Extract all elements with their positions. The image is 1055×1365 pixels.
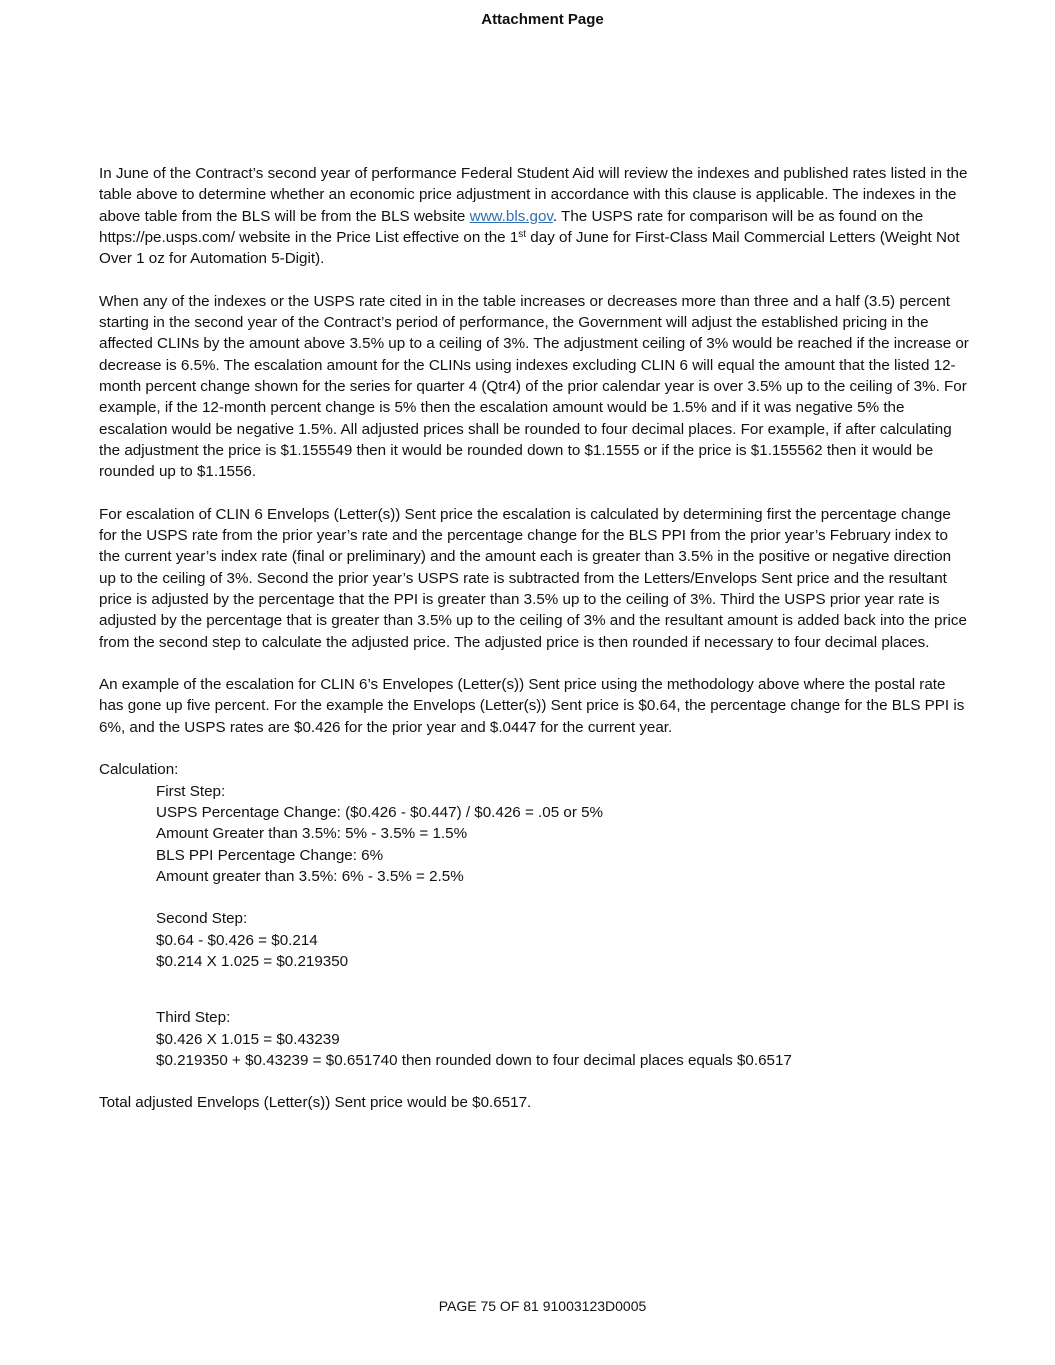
second-step-title: Second Step: xyxy=(156,910,248,928)
first-step-line: USPS Percentage Change: ($0.426 - $0.447) / $0.426 = .05 or 5% xyxy=(156,803,604,821)
second-step-line: $0.64 - $0.426 = $0.214 xyxy=(156,931,318,949)
spacer xyxy=(99,887,969,908)
calculation-label: Calculation: xyxy=(99,761,179,779)
third-step xyxy=(99,1007,969,1071)
page-header-title: Attachment Page xyxy=(481,11,604,28)
calculation-block xyxy=(99,759,969,1071)
document-body xyxy=(99,163,969,1135)
bls-website-link[interactable]: www.bls.gov xyxy=(469,207,553,225)
paragraph-review-indexes xyxy=(99,163,969,269)
first-step-line: Amount greater than 3.5%: 6% - 3.5% = 2.5% xyxy=(156,867,464,885)
second-step xyxy=(99,908,969,972)
first-step-line: Amount Greater than 3.5%: 5% - 3.5% = 1.5% xyxy=(156,825,468,843)
paragraph-example: An example of the escalation for CLIN 6’s Envelopes (Letter(s)) Sent price using the methodology above where the postal rate has gone up five percent. For the example the Envelops (Letter(s)) Sent price is $0.64, the percentage change for the BLS PPI is 6%, and the USPS rates are $0.426 for the prior year and $.0447 for the current year. xyxy=(99,676,965,736)
second-step-line: $0.214 X 1.025 = $0.219350 xyxy=(156,952,349,970)
page-footer: PAGE 75 OF 81 91003123D0005 xyxy=(438,1298,647,1314)
paragraph-1-text-a: In June of the Contract’s second year of performance Federal Student Aid will review the indexes and published rates listed in the table above to determine whether an economic price adjustment in accordance with this clause is applicable. The indexes in the above table from the BLS will be from the BLS website xyxy=(99,165,968,225)
third-step-line: $0.219350 + $0.43239 = $0.651740 then rounded down to four decimal places equals $0.6517 xyxy=(156,1051,792,1069)
third-step-title: Third Step: xyxy=(156,1009,231,1027)
first-step-line: BLS PPI Percentage Change: 6% xyxy=(156,846,384,864)
paragraph-clin6-escalation: For escalation of CLIN 6 Envelops (Letter(s)) Sent price the escalation is calculated by determining first the percentage change for the USPS rate from the prior year’s rate and the percentage change for the BLS PPI from the prior year’s February index to the current year’s index rate (final or preliminary) and the amount each is greater than 3.5% in the positive or negative direction up to the ceiling of 3%. Second the prior year’s USPS rate is subtracted from the Letters/Envelops Sent price and the resultant price is adjusted by the percentage that the PPI is greater than 3.5% up to the ceiling of 3%. Third the USPS prior year rate is adjusted by the percentage that is greater than 3.5% up to the ceiling of 3% and the resultant amount is added back into the price from the second step to calculate the adjusted price. The adjusted price is then rounded if necessary to four decimal places. xyxy=(99,505,967,651)
first-step-title: First Step: xyxy=(156,782,226,800)
third-step-line: $0.426 X 1.015 = $0.43239 xyxy=(156,1030,340,1048)
ordinal-superscript: st xyxy=(518,228,527,240)
first-step xyxy=(99,781,969,887)
paragraph-1-text-b: . The USPS rate for comparison will be as found on the https://pe.usps.com/ website in the Price List effective on the 1 xyxy=(99,207,924,246)
paragraph-1-text-c: day of June for First-Class Mail Commercial Letters (Weight Not Over 1 oz for Automation 5-Digit). xyxy=(99,228,960,268)
spacer xyxy=(99,972,969,1007)
conclusion-text: Total adjusted Envelops (Letter(s)) Sent price would be $0.6517. xyxy=(99,1094,532,1112)
paragraph-adjustment-rules: When any of the indexes or the USPS rate cited in in the table increases or decreases more than three and a half (3.5) percent starting in the second year of the Contract’s period of performance, the Government will adjust the established pricing in the affected CLINs by the amount above 3.5% up to a ceiling of 3%. The adjustment ceiling of 3% would be reached if the increase or decrease is 6.5%. The escalation amount for the CLINs using indexes excluding CLIN 6 will equal the amount that the listed 12-month percent change shown for the series for quarter 4 (Qtr4) of the prior calendar year is over 3.5% up to the ceiling of 3%. For example, if the 12-month percent change is 5% then the escalation amount would be 1.5% and if it was negative 5% the escalation would be negative 1.5%. All adjusted prices shall be rounded to four decimal places. For example, if after calculating the adjustment the price is $1.155549 then it would be rounded down to $1.1555 or if the price is $1.155562 then it would be rounded up to $1.1556. xyxy=(99,292,969,481)
